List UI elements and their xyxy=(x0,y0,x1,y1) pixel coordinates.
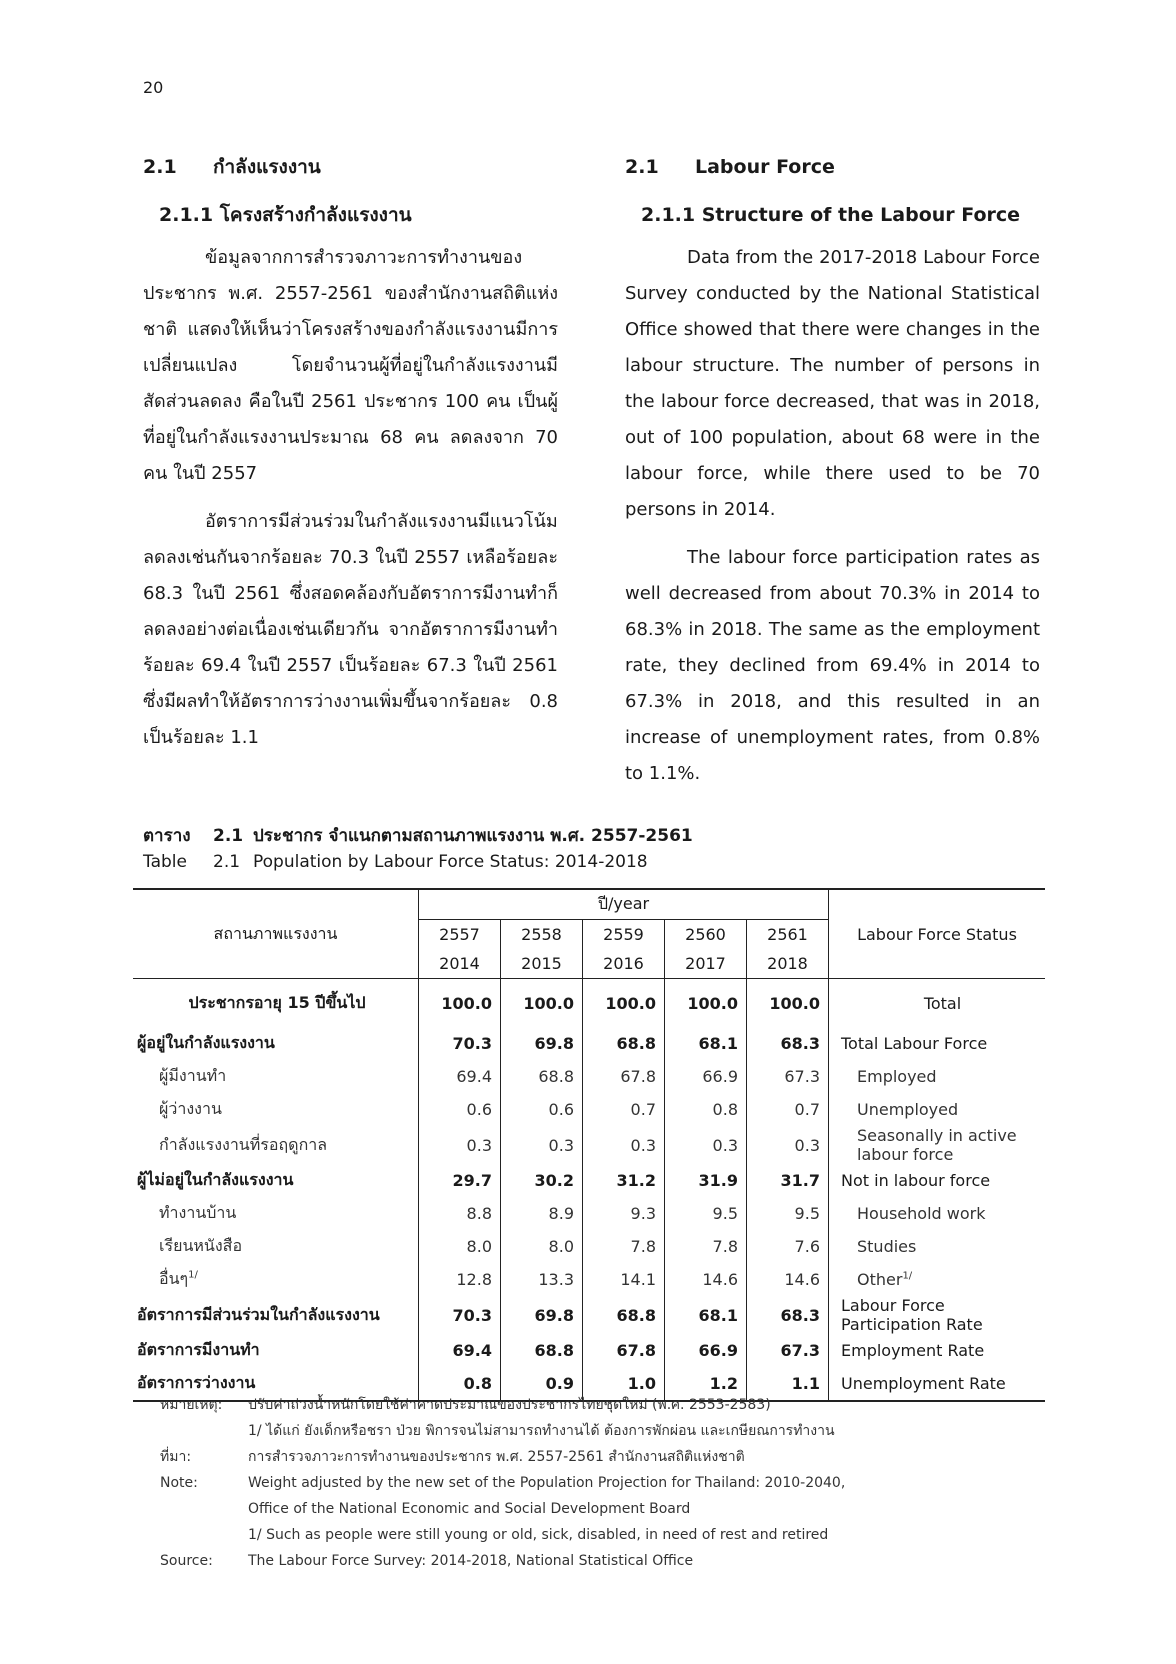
table-row xyxy=(133,1027,1045,1060)
row-value: 9.5 xyxy=(665,1197,747,1230)
header-year-en: 2014 xyxy=(419,949,501,979)
page-number: 20 xyxy=(143,78,164,97)
row-label-thai: ผู้มีงานทำ xyxy=(159,1066,227,1085)
row-value: 0.6 xyxy=(501,1093,583,1126)
row-value: 100.0 xyxy=(501,979,583,1028)
caption-number-english: 2.1 xyxy=(213,852,241,872)
row-label-english: Total Labour Force xyxy=(841,1034,988,1053)
row-value: 69.4 xyxy=(419,1060,501,1093)
caption-title-thai: ประชากร จำแนกตามสถานภาพแรงงาน พ.ศ. 2557-2561 xyxy=(253,826,693,846)
thai-column xyxy=(143,150,558,756)
row-value: 70.3 xyxy=(419,1296,501,1334)
row-value: 68.8 xyxy=(583,1296,665,1334)
header-year-th: 2559 xyxy=(583,920,665,950)
row-label-thai: อัตราการมีส่วนร่วมในกำลังแรงงาน xyxy=(137,1304,380,1324)
row-value: 30.2 xyxy=(501,1164,583,1197)
thai-section-title: กำลังแรงงาน xyxy=(213,156,321,178)
row-label-thai: ทำงานบ้าน xyxy=(159,1203,237,1222)
note-text-2: Office of the National Economic and Social Development Board xyxy=(248,1501,691,1517)
row-label-thai: กำลังแรงงานที่รอฤดูกาล xyxy=(159,1134,328,1154)
thai-subsection-heading: 2.1.1 โครงสร้างกำลังแรงงาน xyxy=(159,204,412,226)
row-value: 0.3 xyxy=(419,1126,501,1164)
english-paragraph-1: Data from the 2017-2018 Labour Force Survey conducted by the National Statistical Office showed that there were changes in the labour structure. The number of persons in the labour force decreased, that was in 2018, out of 100 population, about 68 were in the labour force, while there used to be 70 persons in 2014. xyxy=(625,247,1040,520)
row-value: 68.1 xyxy=(665,1027,747,1060)
row-value: 8.9 xyxy=(501,1197,583,1230)
thai-paragraph-2: อัตราการมีส่วนร่วมในกำลังแรงงานมีแนวโน้มลดลงเช่นกันจากร้อยละ 70.3 ในปี 2557 เหลือร้อยละ 68.3 ในปี 2561 ซึ่งสอดคล้องกับอัตราการมีงานทำก็ลดลงอย่างต่อเนื่องเช่นเดียวกัน จากอัตราการมีงานทำร้อยละ 69.4 ในปี 2557 เป็นร้อยละ 67.3 ในปี 2561 ซึ่งมีผลทำให้อัตราการว่างงานเพิ่มขึ้นจากร้อยละ 0.8 เป็นร้อยละ 1.1 xyxy=(143,511,558,748)
row-value: 67.3 xyxy=(747,1060,829,1093)
row-value: 12.8 xyxy=(419,1263,501,1296)
header-year-th: 2561 xyxy=(747,920,829,950)
source-text-thai: การสำรวจภาวะการทำงานของประชากร พ.ศ. 2557-2561 สำนักงานสถิติแห่งชาติ xyxy=(248,1449,745,1465)
thai-section-heading xyxy=(143,150,558,184)
source-key-thai: ที่มา: xyxy=(160,1449,192,1465)
remark-text: ปรับค่าถ่วงน้ำหนักโดยใช้ค่าคาดประมาณของประชากรไทยชุดใหม่ (พ.ศ. 2553-2583) xyxy=(248,1397,771,1413)
row-value: 14.6 xyxy=(747,1263,829,1296)
caption-label-thai: ตาราง xyxy=(143,826,191,846)
row-value: 1.0 xyxy=(583,1367,665,1401)
row-value: 68.8 xyxy=(501,1060,583,1093)
table-row xyxy=(133,1164,1045,1197)
row-value: 7.6 xyxy=(747,1230,829,1263)
header-year-en: 2018 xyxy=(747,949,829,979)
row-value: 68.3 xyxy=(747,1027,829,1060)
source-text-english: The Labour Force Survey: 2014-2018, National Statistical Office xyxy=(248,1553,694,1569)
row-value: 100.0 xyxy=(583,979,665,1028)
row-value: 31.2 xyxy=(583,1164,665,1197)
caption-title-english: Population by Labour Force Status: 2014-2018 xyxy=(253,852,648,872)
row-label-thai: เรียนหนังสือ xyxy=(159,1236,243,1255)
row-value: 0.8 xyxy=(419,1367,501,1401)
table-row xyxy=(133,1093,1045,1126)
table-row xyxy=(133,1263,1045,1296)
row-value: 100.0 xyxy=(747,979,829,1028)
footnote-mark: 1/ xyxy=(188,1269,198,1281)
row-label-english: Not in labour force xyxy=(841,1171,991,1190)
table-row xyxy=(133,1060,1045,1093)
row-value: 68.8 xyxy=(583,1027,665,1060)
row-value: 8.0 xyxy=(419,1230,501,1263)
row-value: 14.1 xyxy=(583,1263,665,1296)
row-value: 8.8 xyxy=(419,1197,501,1230)
table-row xyxy=(133,1334,1045,1367)
row-label-english: Unemployed xyxy=(857,1100,959,1119)
row-label-thai: ประชากรอายุ 15 ปีขึ้นไป xyxy=(188,992,366,1012)
english-section-heading xyxy=(625,150,1040,184)
row-value: 9.5 xyxy=(747,1197,829,1230)
row-label-english: Labour Force Participation Rate xyxy=(841,1296,983,1334)
english-paragraph-2: The labour force participation rates as well decreased from about 70.3% in 2014 to 68.3% in 2018. The same as the employment rate, they declined from 69.4% in 2014 to 67.3% in 2018, and this resulted in an increase of unemployment rates, from 0.8% to 1.1%. xyxy=(625,547,1040,784)
row-value: 69.8 xyxy=(501,1296,583,1334)
header-year: ปี/year xyxy=(419,889,829,920)
note-key: Note: xyxy=(160,1475,198,1491)
footnote-mark: 1/ xyxy=(902,1270,913,1282)
row-value: 68.3 xyxy=(747,1296,829,1334)
row-label-english: Employment Rate xyxy=(841,1341,985,1360)
row-label-thai: อื่นๆ$^{1/}$ xyxy=(159,1269,198,1288)
row-value: 0.7 xyxy=(747,1093,829,1126)
row-value: 0.3 xyxy=(665,1126,747,1164)
row-label-thai: ผู้ไม่อยู่ในกำลังแรงงาน xyxy=(137,1170,294,1189)
labour-force-table xyxy=(133,888,1045,1402)
row-value: 14.6 xyxy=(665,1263,747,1296)
english-subsection-heading: 2.1.1 Structure of the Labour Force xyxy=(641,204,1021,226)
note-text-1: Weight adjusted by the new set of the Population Projection for Thailand: 2010-2040, xyxy=(248,1475,846,1491)
row-value: 0.3 xyxy=(747,1126,829,1164)
row-value: 0.9 xyxy=(501,1367,583,1401)
header-year-th: 2557 xyxy=(419,920,501,950)
table-caption-english xyxy=(143,852,648,872)
row-value: 7.8 xyxy=(583,1230,665,1263)
source-key-english: Source: xyxy=(160,1553,213,1569)
row-value: 9.3 xyxy=(583,1197,665,1230)
table-row xyxy=(133,1126,1045,1164)
row-label-english: Household work xyxy=(857,1204,986,1223)
header-year-en: 2016 xyxy=(583,949,665,979)
row-label-english: Studies xyxy=(857,1237,917,1256)
row-value: 100.0 xyxy=(419,979,501,1028)
row-label-thai: อัตราการมีงานทำ xyxy=(137,1340,260,1359)
row-value: 0.7 xyxy=(583,1093,665,1126)
table-row xyxy=(133,1197,1045,1230)
row-value: 8.0 xyxy=(501,1230,583,1263)
table-notes xyxy=(160,1392,845,1574)
row-value: 7.8 xyxy=(665,1230,747,1263)
remark-key: หมายเหตุ: xyxy=(160,1397,223,1413)
row-label-english: Other$^{1/}$ xyxy=(857,1270,913,1289)
row-label-english: Unemployment Rate xyxy=(841,1374,1006,1393)
header-status-english: Labour Force Status xyxy=(829,889,1046,979)
note-footnote: 1/ Such as people were still young or old, sick, disabled, in need of rest and retired xyxy=(248,1527,829,1543)
english-section-title: Labour Force xyxy=(695,156,835,178)
row-value: 0.8 xyxy=(665,1093,747,1126)
table-row xyxy=(133,1296,1045,1334)
row-value: 69.8 xyxy=(501,1027,583,1060)
row-label-thai: อัตราการว่างงาน xyxy=(137,1373,256,1392)
row-value: 68.8 xyxy=(501,1334,583,1367)
row-label-thai: ผู้ว่างงาน xyxy=(159,1099,222,1118)
table-row xyxy=(133,979,1045,1028)
row-label-thai: ผู้อยู่ในกำลังแรงงาน xyxy=(137,1033,275,1052)
row-value: 67.3 xyxy=(747,1334,829,1367)
row-value: 70.3 xyxy=(419,1027,501,1060)
caption-label-english: Table xyxy=(143,852,187,872)
row-value: 67.8 xyxy=(583,1060,665,1093)
caption-number-thai: 2.1 xyxy=(213,826,244,846)
table-caption-thai xyxy=(143,822,693,849)
row-value: 0.3 xyxy=(583,1126,665,1164)
row-value: 31.7 xyxy=(747,1164,829,1197)
header-year-th: 2560 xyxy=(665,920,747,950)
remark-footnote: 1/ ได้แก่ ยังเด็กหรือชรา ป่วย พิการจนไม่สามารถทำงานได้ ต้องการพักผ่อน และเกษียณการทำงาน xyxy=(248,1423,835,1439)
thai-paragraph-1: ข้อมูลจากการสำรวจภาวะการทำงานของประชากร พ.ศ. 2557-2561 ของสำนักงานสถิติแห่งชาติ แสดงให้เห็นว่าโครงสร้างของกำลังแรงงานมีการเปลี่ยนแปลง โดยจำนวนผู้ที่อยู่ในกำลังแรงงานมีสัดส่วนลดลง คือในปี 2561 ประชากร 100 คน เป็นผู้ที่อยู่ในกำลังแรงงานประมาณ 68 คน ลดลงจาก 70 คน ในปี 2557 xyxy=(143,247,558,484)
row-value: 69.4 xyxy=(419,1334,501,1367)
row-value: 68.1 xyxy=(665,1296,747,1334)
row-value: 66.9 xyxy=(665,1334,747,1367)
english-column xyxy=(625,150,1040,792)
row-label-english: Employed xyxy=(857,1067,937,1086)
row-value: 1.1 xyxy=(747,1367,829,1401)
row-label-english: Seasonally in active labour force xyxy=(857,1126,1017,1164)
row-value: 31.9 xyxy=(665,1164,747,1197)
header-year-th: 2558 xyxy=(501,920,583,950)
header-year-en: 2015 xyxy=(501,949,583,979)
thai-section-number: 2.1 xyxy=(143,156,177,178)
table-row xyxy=(133,1230,1045,1263)
header-year-en: 2017 xyxy=(665,949,747,979)
row-value: 100.0 xyxy=(665,979,747,1028)
row-value: 13.3 xyxy=(501,1263,583,1296)
row-value: 0.6 xyxy=(419,1093,501,1126)
english-section-number: 2.1 xyxy=(625,156,659,178)
row-value: 29.7 xyxy=(419,1164,501,1197)
row-value: 1.2 xyxy=(665,1367,747,1401)
row-label-english: Total xyxy=(923,993,962,1013)
row-value: 66.9 xyxy=(665,1060,747,1093)
row-value: 67.8 xyxy=(583,1334,665,1367)
row-value: 0.3 xyxy=(501,1126,583,1164)
header-status-thai: สถานภาพแรงงาน xyxy=(133,889,419,979)
